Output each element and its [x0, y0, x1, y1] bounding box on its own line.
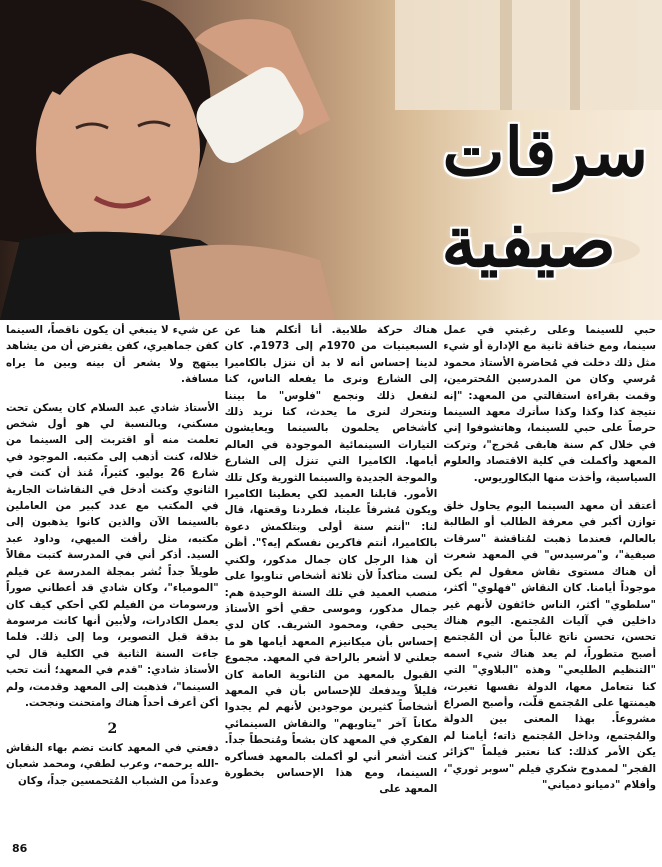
- paragraph: دفعتي في المعهد كانت تضم بهاء النقاش -الله يرحمه-، وعرب لطفي، ومحمد شعبان وعدداً من الشباب المُتحمسين جداً، وكان: [6, 741, 219, 787]
- section-number: 2: [107, 721, 118, 738]
- paragraph: الأستاذ شادي عبد السلام كان يسكن تحت مسكني، وبالنسبة لي هو أول شخص تعلمت منه أو اقتربت إلى السينما من خلاله، كنت أذهب إلى مكتبه. الموجود في شارع 26 يوليو. كثيراً، مُنذ أن كنت في الثانوي وكنت أدخل في النقاشات الجارية في المكتب مع عدد كبير من العاملين بالسينما الآن والذين كانوا يذهبون إلى مكتبه، مثل رأفت الميهي، وداود عبد السيد. أذكر أني في المدرسة كتبت مقالاً طويلاً جداً نُشر بمجلة المدرسة عن فيلم "المومياء"، وكان شادي قد أعطاني صوراً ورسومات من الفيلم لكي أحكي كيف كان يعمل الكادرات، ولأبين أنها كانت مرسومة بدقة قبل التصوير، وما إلى ذلك. فلما جاءت السنة الثانية في الكلية قال لي الأستاذ شادي: "قدم في المعهد؛ أنت تحب السينما"، فذهبت إلى المعهد وقدمت، ولم أكن أعرف أحداً هناك وامتحنت ونجحت.: [6, 401, 219, 709]
- article-body: [6, 322, 656, 832]
- text-column-right: [6, 322, 219, 832]
- arm: [170, 245, 335, 320]
- text-column-middle: [225, 322, 438, 832]
- paragraph: عن شيء لا ينبغي أن يكون ناقصاً، السينما كفن جماهيري، كفن يفترض أن من يشاهد يبتهج ولا يشعر أن بينه وبين ما يراه مسافة.: [6, 324, 219, 386]
- title-line-1: سرقات: [442, 113, 648, 191]
- text-column-left: [443, 322, 656, 832]
- paragraph: أعتقد أن معهد السينما اليوم يحاول خلق توازن أكبر في معرفة الطالب أو الطالبة بالعالم، فعندما ذهبت لمُناقشة "سرقات صيفية"، و"مرسيدس" في المعهد شعرت أن هناك مستوى نقاش معقول لم يكن موجوداً أيامنا. كان النقاش "فهلوي" أكثر، "سلطوي" أكثر، الناس خائفون لأنهم غير داخلين في آليات المُجتمع. اليوم هناك تحسن، تحسن ناتج غالباً من أن المُجتمع أصبح متطوراً، لم يعد هناك شيء اسمه "التنظيم الطليعي" وهذه "البلاوي" التي كنا نتعامل معها، الدولة نفسها تغيرت، هيمنتها على المُجتمع قلّت، وأصبح الصراع مشروعاً. بهذا المعنى بين الدولة والمُجتمع، وداخل المُجتمع ذاته؛ أيامنا لم يكن الأمر كذلك: كنا نعتبر فيلماً "كزائر الفجر" لممدوح شكري فيلم "سوبر ثوري"، وأفلام "دميانو دمياني": [443, 500, 657, 791]
- title-line-2: صيفية: [441, 200, 616, 283]
- paragraph: هناك حركة طلابية. أنا أتكلم هنا عن السبعينيات من 1970م إلى 1973م. كان لدينا إحساس أنه لا بد أن ننزل بالكاميرا إلى الشارع ونرى ما يفعله الناس، كنا لنفعل ذلك ونجمع "فلوس" ما بيننا ونتحرك لنرى ما يحدث، كنا نريد ذلك كأشخاص يحلمون بالسينما ويعايشون التيارات السينمائية الموجودة في العالم أيامها. الكاميرا التي تنزل إلى الشارع والموجة الجديدة والسينما الثورية وكل تلك الأمور. قابلنا العميد لكي يعطينا الكاميرا ويكون مُشرفاً علينا، فطردنا وقعتها، قال لنا: "أنتم سنة أولى وبتلكمش دعوة بالكاميرا، أنتم فاكرين نفسكم إيه؟". أظن أن هذا الرجل كان جمال مدكور، ولكني لست متأكداً لأن ثلاثة أشخاص تناوبوا على منصب العميد في تلك السنة الوحيدة هم: جمال مدكور، وموسى حقي أخو الأستاذ يحيى حقي، ومحمود الشريف. كان لدي إحساس بأن ميكانيزم المعهد أيامها هو ما جعلني لا أشعر بالراحة في المعهد. مجموع القبول بالمعهد من الثانوية العامة كان قليلاً ويدفعك للإحساس بأن في المعهد أشخاصاً كثيرين موجودين لأنهم لم يجدوا مكاناً آخر "يتاويهم" والنقاش السينمائي الفكري في المعهد كان بشعاً ومُنحطاً جداً. كنت أشعر أني لو أكملت بالمعهد فسأكره السينما، ومع هذا الإحساس بخطورة المعهد على: [224, 324, 438, 796]
- paragraph: حبي للسينما وعلى رغبتي في عمل سينما، ومع خناقة ثانية مع الإدارة أو شيء مثل ذلك دخلت في مُحاضرة الأستاذ محمود مُرسي وكان من المدرسين المُحترمين، وقمت بقراءة استقالتي من المعهد: "إنه نتيجة كذا وكذا وكذا سأترك معهد السينما حرصاً على حبي للسينما، وهاتشوفوا إني في خلال كم سنة هابقى مُخرج"، وتركت المعهد وأكملت في كلية الاقتصاد والعلوم السياسية، وأخذت منها البكالوريوس.: [443, 324, 657, 484]
- background-window: [395, 0, 662, 110]
- page-number: 86: [12, 842, 28, 855]
- article-title: [346, 108, 656, 318]
- header-photo: [0, 0, 662, 320]
